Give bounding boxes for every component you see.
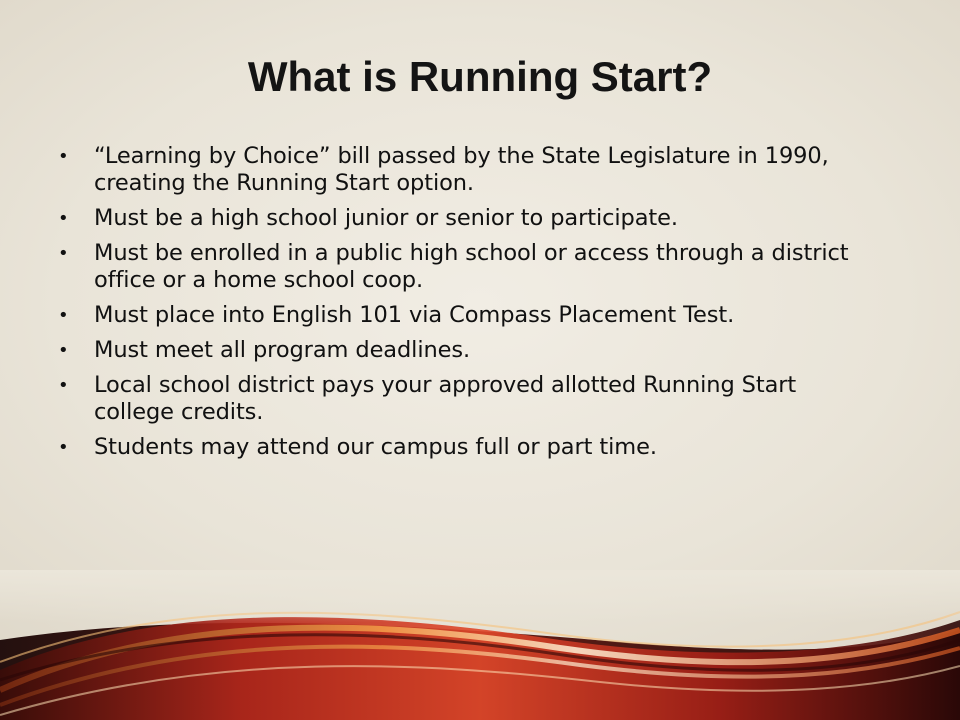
bullet-text: Local school district pays your approved allotted Running Start college credits. (94, 372, 797, 425)
bullet-item (56, 434, 856, 461)
bullet-text: Must place into English 101 via Compass Placement Test. (94, 302, 735, 328)
bullet-text: Students may attend our campus full or part time. (94, 434, 657, 460)
bullet-item (56, 240, 856, 294)
bullet-item (56, 337, 856, 364)
bullet-dot-icon: • (58, 305, 69, 326)
bullet-list (56, 143, 856, 469)
bullet-text: Must be a high school junior or senior to participate. (94, 205, 678, 231)
streak-fade (0, 570, 960, 720)
bullet-dot-icon: • (58, 437, 69, 458)
bullet-dot-icon: • (58, 375, 69, 396)
bullet-text: “Learning by Choice” bill passed by the State Legislature in 1990, creating the Running Start option. (94, 143, 829, 196)
bullet-item (56, 302, 856, 329)
bullet-item (56, 372, 856, 426)
bullet-item (56, 205, 856, 232)
bullet-dot-icon: • (58, 243, 69, 264)
bullet-text: Must be enrolled in a public high school or access through a district office or a home school coop. (94, 240, 849, 293)
decorative-streaks (0, 570, 960, 720)
slide-title: What is Running Start? (247, 53, 713, 100)
bullet-text: Must meet all program deadlines. (94, 337, 471, 363)
bullet-dot-icon: • (58, 340, 69, 361)
bullet-dot-icon: • (58, 146, 69, 167)
bullet-dot-icon: • (58, 208, 69, 229)
bullet-item (56, 143, 856, 197)
